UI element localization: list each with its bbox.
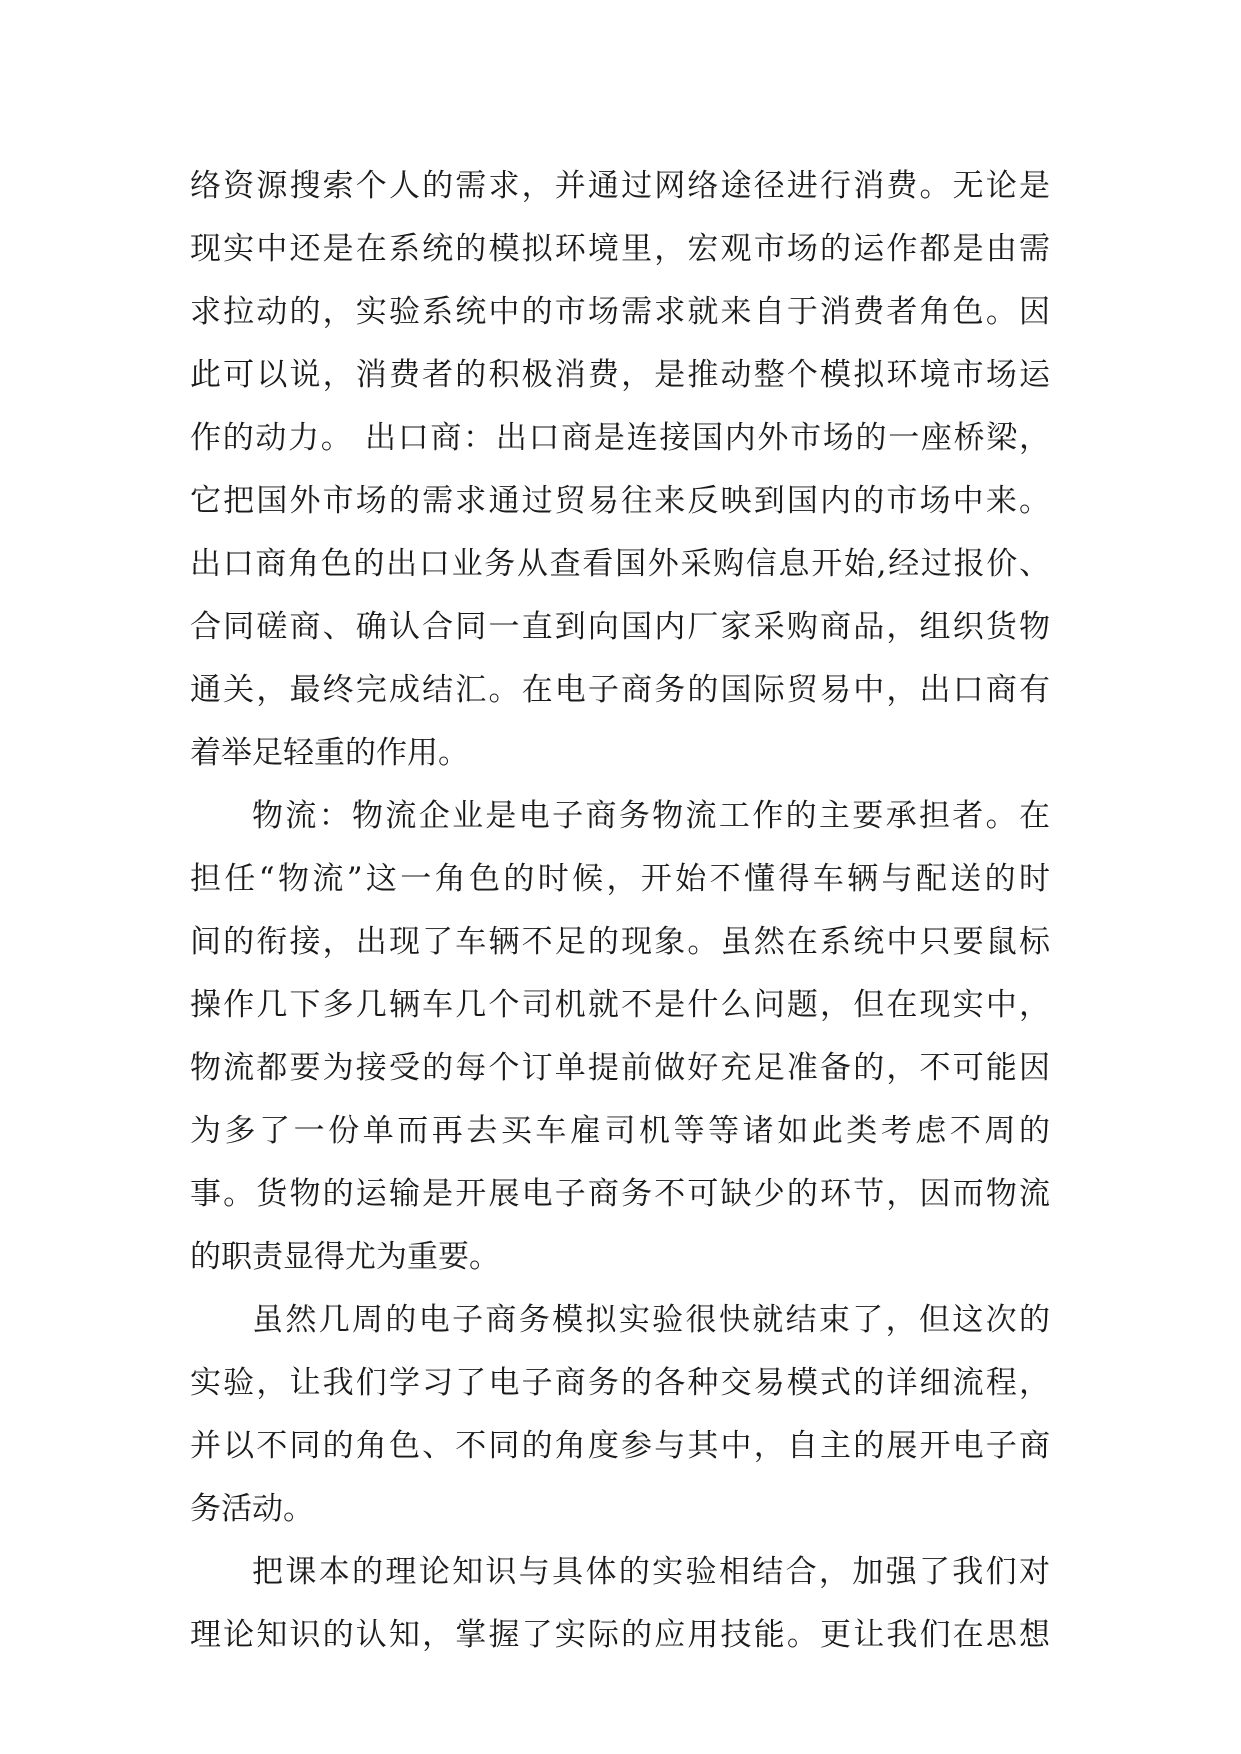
text-line: 的职责显得尤为重要。: [190, 1239, 500, 1275]
text-line: 物流都要为接受的每个订单提前做好充足准备的，不可能因: [190, 1050, 1050, 1086]
text-line: 求拉动的，实验系统中的市场需求就来自于消费者角色。因: [190, 294, 1050, 330]
text-line: 此可以说，消费者的积极消费，是推动整个模拟环境市场运: [190, 357, 1050, 393]
text-line: 虽然几周的电子商务模拟实验很快就结束了，但这次的: [252, 1302, 1050, 1338]
text-line: 把课本的理论知识与具体的实验相结合，加强了我们对: [252, 1554, 1050, 1590]
text-line: 着举足轻重的作用。: [190, 735, 469, 771]
text-line: 现实中还是在系统的模拟环境里，宏观市场的运作都是由需: [190, 231, 1050, 267]
body-text: [190, 155, 1050, 1667]
text-line: 物流：物流企业是电子商务物流工作的主要承担者。在: [252, 798, 1050, 834]
text-line: 实验，让我们学习了电子商务的各种交易模式的详细流程，: [190, 1365, 1050, 1401]
text-line: 理论知识的认知，掌握了实际的应用技能。更让我们在思想: [190, 1617, 1050, 1653]
text-line: 事。货物的运输是开展电子商务不可缺少的环节，因而物流: [190, 1176, 1050, 1212]
text-line: 操作几下多几辆车几个司机就不是什么问题，但在现实中，: [190, 987, 1050, 1023]
text-line: 络资源搜索个人的需求，并通过网络途径进行消费。无论是: [190, 168, 1050, 204]
text-line: 出口商角色的出口业务从查看国外采购信息开始,经过报价、: [190, 546, 1050, 582]
text-line: 为多了一份单而再去买车雇司机等等诸如此类考虑不周的: [190, 1113, 1050, 1149]
text-line: 作的动力。 出口商：出口商是连接国内外市场的一座桥梁，: [190, 420, 1050, 456]
text-line: 间的衔接，出现了车辆不足的现象。虽然在系统中只要鼠标: [190, 924, 1050, 960]
text-line: 担任“物流”这一角色的时候，开始不懂得车辆与配送的时: [190, 861, 1050, 897]
text-line: 合同磋商、确认合同一直到向国内厂家采购商品，组织货物: [190, 609, 1050, 645]
text-line: 它把国外市场的需求通过贸易往来反映到国内的市场中来。: [190, 483, 1050, 519]
text-line: 通关，最终完成结汇。在电子商务的国际贸易中，出口商有: [190, 672, 1050, 708]
text-line: 并以不同的角色、不同的角度参与其中，自主的展开电子商: [190, 1428, 1050, 1464]
text-line: 务活动。: [190, 1491, 314, 1527]
